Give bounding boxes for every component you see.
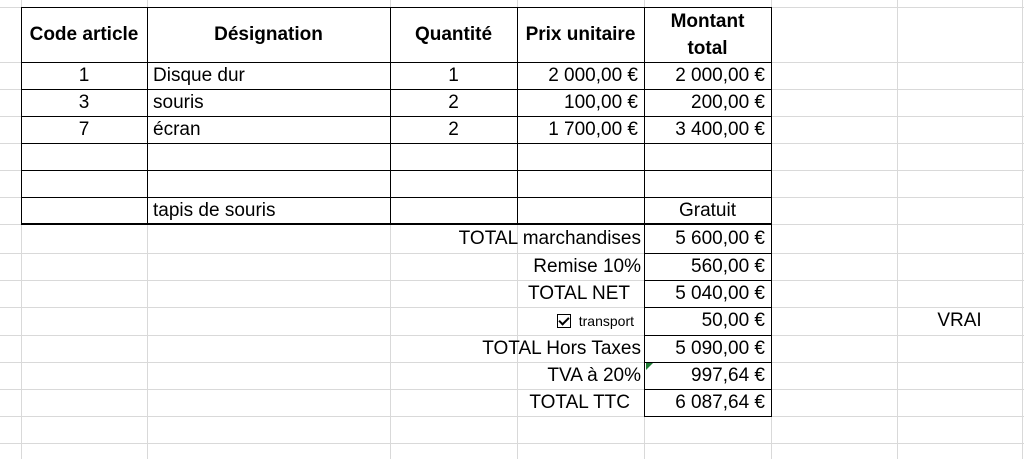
remise-value[interactable]: 560,00 € — [691, 255, 765, 277]
header-quantite[interactable]: Quantité — [414, 23, 493, 45]
cell-montant[interactable]: 3 400,00 € — [675, 118, 765, 140]
cell-prix[interactable]: 2 000,00 € — [548, 64, 638, 86]
cell-code[interactable] — [21, 143, 147, 170]
cell-designation[interactable]: tapis de souris — [153, 199, 276, 221]
cell-quantite[interactable]: 1 — [448, 64, 459, 86]
cell-montant[interactable]: 200,00 € — [691, 91, 765, 113]
header-montant-total[interactable] — [644, 7, 771, 62]
total-ht-label[interactable]: TOTAL Hors Taxes — [482, 337, 641, 359]
remise-label[interactable]: Remise 10% — [533, 255, 641, 277]
tva-label[interactable]: TVA à 20% — [547, 364, 641, 386]
cell-designation[interactable] — [147, 143, 390, 170]
cell-montant[interactable] — [644, 170, 771, 197]
total-ht-value[interactable]: 5 090,00 € — [675, 337, 765, 359]
total-marchandises-label[interactable]: TOTAL marchandises — [458, 228, 641, 249]
header-prix-unitaire[interactable]: Prix unitaire — [525, 23, 636, 45]
cell-designation[interactable]: souris — [153, 91, 204, 113]
cell-code[interactable] — [21, 170, 147, 197]
cell-code[interactable]: 1 — [78, 64, 90, 86]
cell-quantite[interactable] — [390, 170, 517, 197]
cell-code[interactable] — [21, 197, 147, 224]
cell-quantite[interactable] — [390, 143, 517, 170]
cell-quantite[interactable]: 2 — [448, 118, 459, 140]
header-code-article[interactable]: Code article — [29, 23, 139, 45]
cell-prix[interactable] — [517, 197, 644, 224]
cell-prix[interactable]: 1 700,00 € — [548, 118, 638, 140]
cell-quantite[interactable]: 2 — [448, 91, 459, 113]
header-montant-line1: Montant — [670, 10, 745, 32]
transport-checkbox-control[interactable] — [390, 307, 644, 335]
total-net-label[interactable]: TOTAL NET — [527, 282, 630, 304]
transport-value[interactable]: 50,00 € — [701, 310, 765, 331]
comment-indicator-icon — [646, 363, 653, 370]
cell-prix[interactable] — [517, 143, 644, 170]
cell-quantite[interactable] — [390, 197, 517, 224]
cell-code[interactable]: 7 — [78, 118, 90, 140]
header-designation[interactable]: Désignation — [214, 23, 323, 45]
total-ttc-value[interactable]: 6 087,64 € — [675, 391, 765, 413]
cell-code[interactable]: 3 — [78, 91, 90, 113]
header-montant-line2: total — [687, 37, 728, 59]
cell-montant[interactable] — [644, 143, 771, 170]
cell-prix[interactable]: 100,00 € — [564, 91, 638, 113]
cell-montant[interactable]: Gratuit — [678, 199, 737, 221]
total-ttc-label[interactable]: TOTAL TTC — [529, 391, 630, 413]
transport-flag-cell[interactable]: VRAI — [937, 310, 982, 331]
cell-designation[interactable] — [147, 170, 390, 197]
total-marchandises-value[interactable]: 5 600,00 € — [675, 228, 765, 249]
cell-montant[interactable]: 2 000,00 € — [675, 64, 765, 86]
checkbox-checked-icon[interactable] — [557, 314, 571, 328]
cell-designation[interactable]: écran — [153, 118, 201, 140]
tva-value[interactable]: 997,64 € — [691, 364, 765, 386]
total-net-value[interactable]: 5 040,00 € — [675, 282, 765, 304]
cell-prix[interactable] — [517, 170, 644, 197]
cell-designation[interactable]: Disque dur — [153, 64, 245, 86]
transport-label: transport — [578, 313, 634, 329]
